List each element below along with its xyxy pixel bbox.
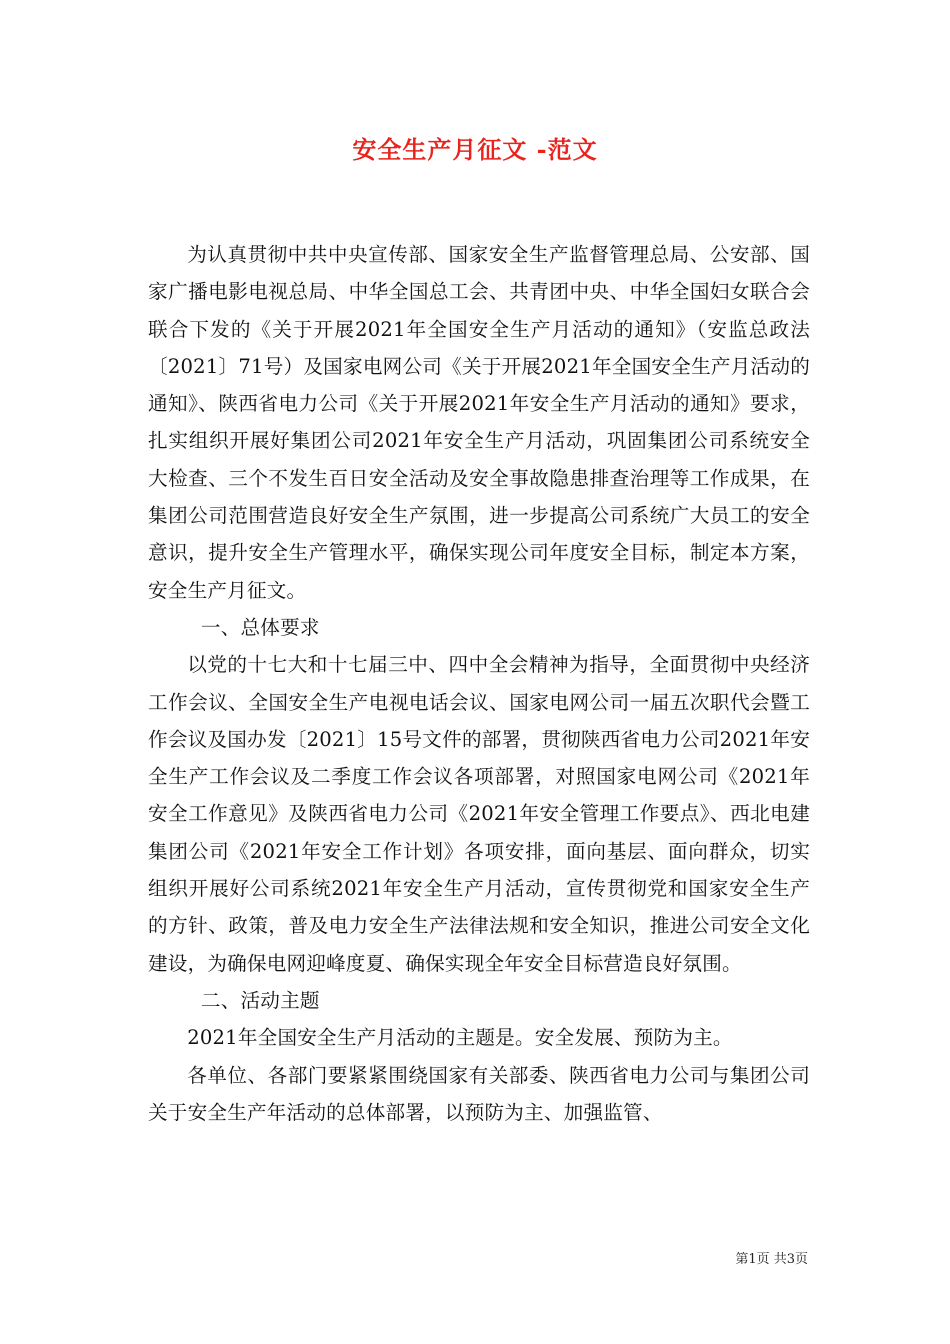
section-heading-general-requirements: 一、总体要求 bbox=[200, 615, 320, 639]
departments-paragraph: 各单位、各部门要紧紧围绕国家有关部委、陕西省电力公司与集团公司关于安全生产年活动的总体部署，以预防为主、加强监管、 bbox=[148, 1063, 810, 1124]
activity-theme-paragraph: 2021年全国安全生产月活动的主题是。安全发展、预防为主。 bbox=[187, 1026, 733, 1050]
page-title: 安全生产月征文 -范文 bbox=[352, 135, 598, 164]
intro-paragraph: 为认真贯彻中共中央宣传部、国家安全生产监督管理总局、公安部、国家广播电影电视总局、中华全国总工会、共青团中央、中华全国妇女联合会联合下发的《关于开展2021年全国安全生产月活动的通知》（安监总政法〔2021〕71号）及国家电网公司《关于开展2021年全国安全生产月活动的通知》、陕西省电力公司《关于开展2021年安全生产月活动的通知》要求，扎实组织开展好集团公司2021年安全生产月活动，巩固集团公司系统安全大检查、三个不发生百日安全活动及安全事故隐患排查治理等工作成果，在集团公司范围营造良好安全生产氛围，进一步提高公司系统广大员工的安全意识，提升安全生产管理水平，确保实现公司年度安全目标，制定本方案，安全生产月征文。 bbox=[148, 243, 810, 602]
general-requirements-paragraph: 以党的十七大和十七届三中、四中全会精神为指导，全面贯彻中央经济工作会议、全国安全生产电视电话会议、国家电网公司一届五次职代会暨工作会议及国办发〔2021〕15号文件的部署，贯彻陕西省电力公司2021年安全生产工作会议及二季度工作会议各项部署，对照国家电网公司《2021年安全工作意见》及陕西省电力公司《2021年安全管理工作要点》、西北电建集团公司《2021年安全工作计划》各项安排，面向基层、面向群众，切实组织开展好公司系统2021年安全生产月活动，宣传贯彻党和国家安全生产的方针、政策，普及电力安全生产法律法规和安全知识，推进公司安全文化建设，为确保电网迎峰度夏、确保实现全年安全目标营造良好氛围。 bbox=[148, 653, 810, 975]
document-body bbox=[148, 236, 810, 1131]
section-heading-activity-theme: 二、活动主题 bbox=[200, 988, 320, 1012]
page-number: 第1页 共3页 bbox=[735, 1252, 808, 1267]
